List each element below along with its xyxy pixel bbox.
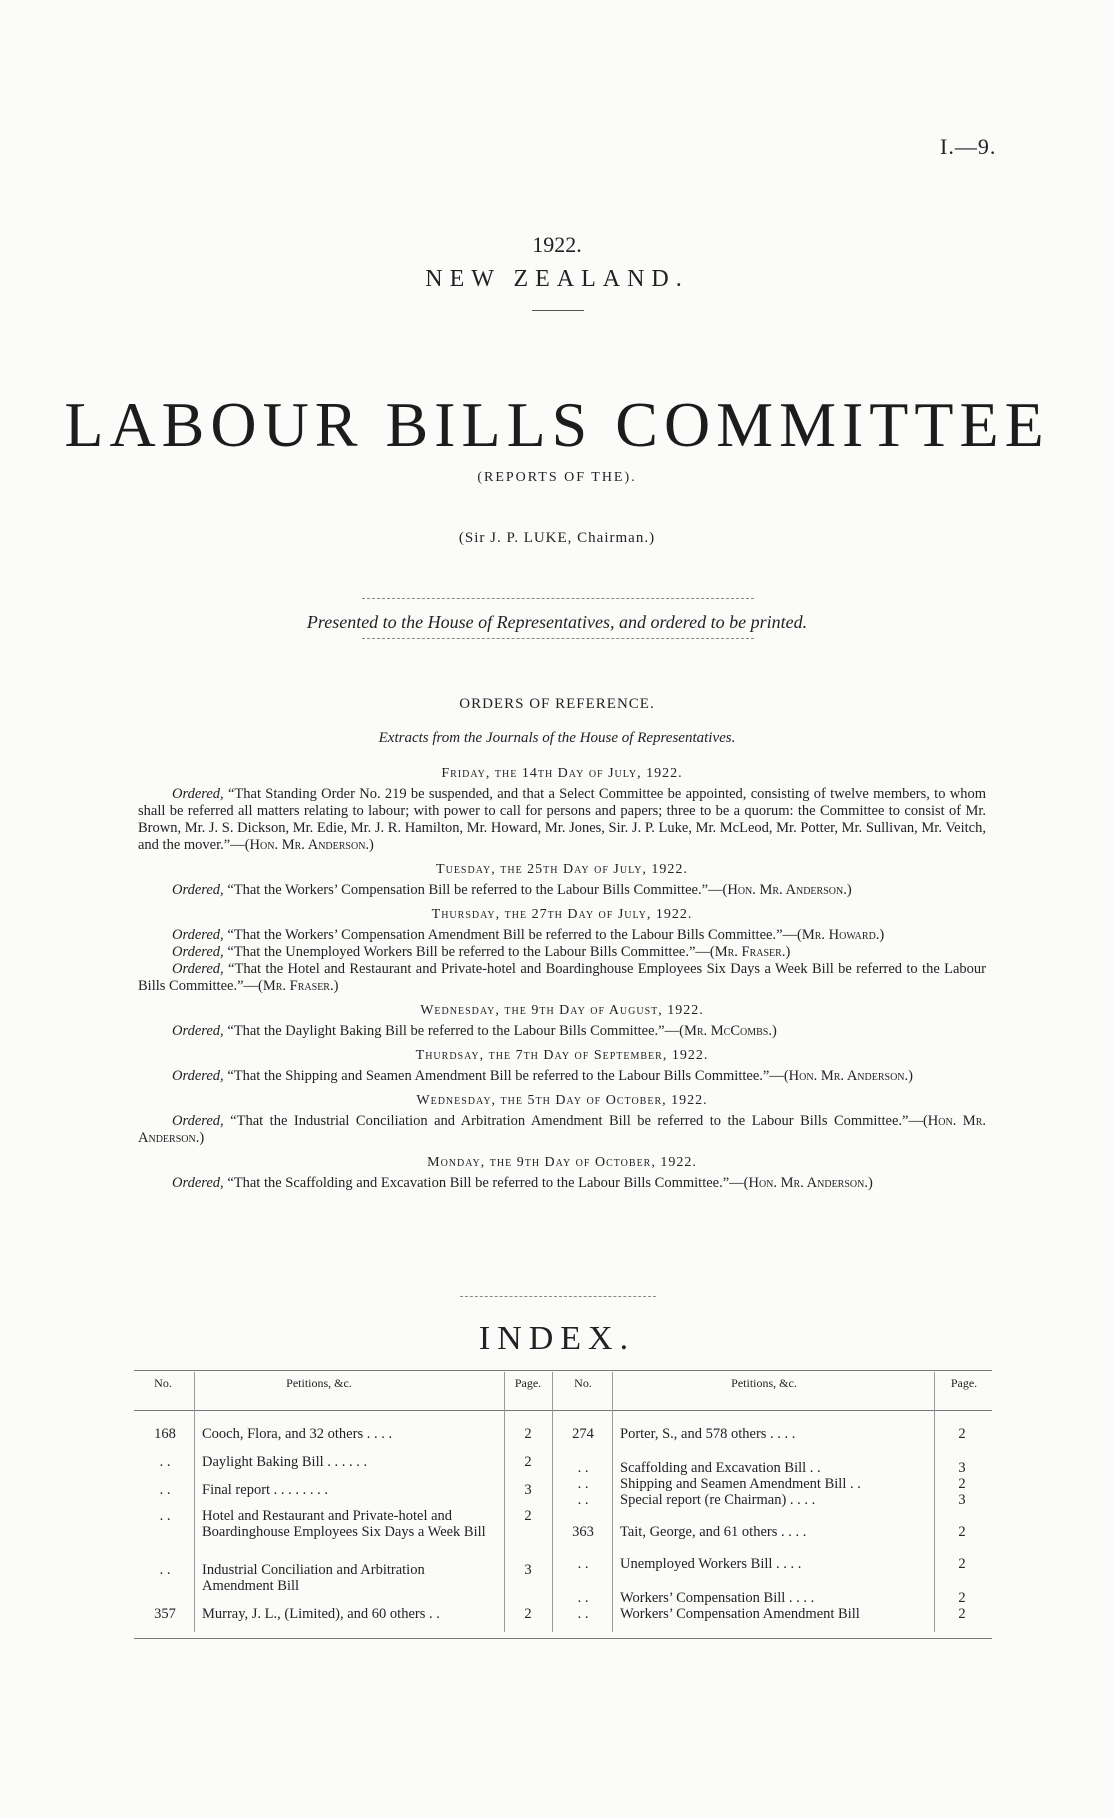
order-paragraph xyxy=(138,1113,986,1147)
order-date: Monday, the 9th Day of October, 1922. xyxy=(427,1155,697,1170)
column-rule xyxy=(552,1372,553,1632)
mover: (Hon. Mr. Anderson.) xyxy=(743,1175,873,1191)
mover: (Mr. Fraser.) xyxy=(709,944,791,960)
ordered-label: Ordered, xyxy=(172,1113,224,1129)
mover: (Hon. Mr. Anderson.) xyxy=(722,882,852,898)
ordered-label: Ordered, xyxy=(172,1068,224,1084)
entry-page: 2 xyxy=(524,1426,532,1442)
divider xyxy=(532,310,584,311)
entry-title: Final report . . . . . . . . xyxy=(202,1482,329,1498)
table-rule xyxy=(134,1370,992,1371)
document-subtitle: (REPORTS OF THE). xyxy=(477,470,637,485)
order-paragraph xyxy=(138,1023,986,1040)
ordered-label: Ordered, xyxy=(172,1175,224,1191)
order-date: Wednesday, the 5th Day of October, 1922. xyxy=(416,1093,708,1108)
entry-number: . . xyxy=(577,1556,589,1572)
entry-number: . . xyxy=(577,1460,589,1476)
entry-number: . . xyxy=(577,1492,589,1508)
entry-number: . . xyxy=(159,1482,171,1498)
entry-title: Porter, S., and 578 others . . . . xyxy=(620,1426,796,1442)
order-date: Thursday, the 27th Day of July, 1922. xyxy=(431,907,693,922)
entry-page: 2 xyxy=(958,1426,966,1442)
entry-title: Scaffolding and Excavation Bill . . xyxy=(620,1460,821,1476)
ordered-label: Ordered, xyxy=(172,786,224,802)
entry-page: 3 xyxy=(524,1562,532,1578)
presented-line: Presented to the House of Representatives, and ordered to be printed. xyxy=(306,612,808,632)
entry-page: 2 xyxy=(958,1556,966,1572)
order-date: Wednesday, the 9th Day of August, 1922. xyxy=(420,1003,704,1018)
entry-number: 274 xyxy=(572,1426,594,1442)
header-no: No. xyxy=(574,1376,592,1390)
mover: (Hon. Mr. Anderson.) xyxy=(244,837,374,853)
entry-title: Special report (re Chairman) . . . . xyxy=(620,1492,816,1508)
order-text: “That Standing Order No. 219 be suspended, and that a Select Committee be appointed, consisting of twelve members, to whom shall be referred all matters relating to labour; with power to call for persons and papers; three to be a quorum: the Committee to consist of Mr. Brown, Mr. J. S. Dickson, Mr. Edie, Mr. J. R. Hamilton, Mr. Howard, Mr. Jones, Sir. J. P. Luke, Mr. McLeod, Mr. Potter, Mr. Sullivan, Mr. Veitch, and the mover.”— xyxy=(138,786,986,853)
order-text: “That the Workers’ Compensation Amendment Bill be referred to the Labour Bills Committee.”— xyxy=(223,927,798,943)
order-text: “That the Hotel and Restaurant and Private-hotel and Boardinghouse Employees Six Days a Week Bill be referred to the Labour Bills Committee.”— xyxy=(138,961,986,994)
table-rule xyxy=(134,1410,992,1411)
index-title: INDEX. xyxy=(478,1320,636,1357)
order-date: Thurdsay, the 7th Day of September, 1922. xyxy=(415,1048,709,1063)
entry-number: . . xyxy=(159,1508,171,1524)
column-rule xyxy=(194,1372,195,1632)
order-paragraph xyxy=(138,961,986,995)
orders-subheading: Extracts from the Journals of the House of Representatives. xyxy=(378,730,736,746)
header-petitions: Petitions, &c. xyxy=(731,1376,797,1390)
order-paragraph xyxy=(138,786,986,854)
entry-number: . . xyxy=(577,1606,589,1622)
order-date: Tuesday, the 25th Day of July, 1922. xyxy=(436,862,688,877)
chairman-line: (Sir J. P. LUKE, Chairman.) xyxy=(458,530,656,546)
mover: (Hon. Mr. Anderson.) xyxy=(138,1113,986,1146)
orders-of-reference xyxy=(138,758,986,1192)
entry-page: 3 xyxy=(524,1482,532,1498)
entry-number: 168 xyxy=(154,1426,176,1442)
header-petitions: Petitions, &c. xyxy=(286,1376,352,1390)
order-text: “That the Industrial Conciliation and Arbitration Amendment Bill be referred to the Labour Bills Committee.”— xyxy=(223,1113,923,1129)
header-page: Page. xyxy=(514,1376,542,1390)
entry-title: Cooch, Flora, and 32 others . . . . xyxy=(202,1426,393,1442)
order-paragraph xyxy=(138,927,986,944)
order-paragraph xyxy=(138,882,986,899)
entry-page: 2 xyxy=(524,1454,532,1470)
order-text: “That the Shipping and Seamen Amendment Bill be referred to the Labour Bills Committee.”— xyxy=(223,1068,784,1084)
divider xyxy=(362,638,754,639)
ordered-label: Ordered, xyxy=(172,1023,224,1039)
entry-page: 2 xyxy=(958,1590,966,1606)
document-title: LABOUR BILLS COMMITTEE xyxy=(64,389,1050,460)
entry-page: 2 xyxy=(524,1606,532,1622)
entry-title: Workers’ Compensation Amendment Bill xyxy=(620,1606,860,1622)
entry-title: Workers’ Compensation Bill . . . . xyxy=(620,1590,815,1606)
entry-title: Shipping and Seamen Amendment Bill . . xyxy=(620,1476,861,1492)
entry-title: Daylight Baking Bill . . . . . . xyxy=(202,1454,368,1470)
ordered-label: Ordered, xyxy=(172,961,224,977)
entry-page: 2 xyxy=(958,1476,966,1492)
ordered-label: Ordered, xyxy=(172,882,224,898)
entry-title: Murray, J. L., (Limited), and 60 others . . xyxy=(202,1606,440,1622)
divider xyxy=(460,1296,656,1297)
entry-title: Hotel and Restaurant and Private-hotel and Boardinghouse Employees Six Days a Week Bill xyxy=(202,1508,486,1540)
mover: (Mr. Fraser.) xyxy=(258,978,339,994)
table-rule xyxy=(134,1638,992,1639)
year: 1922. xyxy=(532,232,582,257)
order-text: “That the Workers’ Compensation Bill be referred to the Labour Bills Committee.”— xyxy=(223,882,723,898)
entry-page: 3 xyxy=(958,1492,966,1508)
entry-page: 2 xyxy=(958,1606,966,1622)
column-rule xyxy=(504,1372,505,1632)
order-paragraph xyxy=(138,1068,986,1085)
entry-number: . . xyxy=(159,1562,171,1578)
entry-number: . . xyxy=(159,1454,171,1470)
entry-number: 363 xyxy=(572,1524,594,1540)
page-reference: I.—9. xyxy=(940,134,997,159)
order-paragraph xyxy=(138,944,986,961)
order-text: “That the Unemployed Workers Bill be referred to the Labour Bills Committee.”— xyxy=(223,944,710,960)
order-date: Friday, the 14th Day of July, 1922. xyxy=(441,766,683,781)
entry-title: Unemployed Workers Bill . . . . xyxy=(620,1556,802,1572)
header-no: No. xyxy=(154,1376,172,1390)
entry-number: . . xyxy=(577,1590,589,1606)
order-text: “That the Scaffolding and Excavation Bill be referred to the Labour Bills Committee.”— xyxy=(223,1175,744,1191)
entry-title: Tait, George, and 61 others . . . . xyxy=(620,1524,807,1540)
column-rule xyxy=(612,1372,613,1632)
order-text: “That the Daylight Baking Bill be referred to the Labour Bills Committee.”— xyxy=(223,1023,680,1039)
mover: (Mr. McCombs.) xyxy=(679,1023,777,1039)
entry-page: 2 xyxy=(958,1524,966,1540)
column-rule xyxy=(934,1372,935,1632)
divider xyxy=(362,598,754,599)
ordered-label: Ordered, xyxy=(172,927,224,943)
entry-title: Industrial Conciliation and Arbitration Amendment Bill xyxy=(202,1562,425,1594)
mover: (Hon. Mr. Anderson.) xyxy=(783,1068,913,1084)
entry-number: . . xyxy=(577,1476,589,1492)
order-paragraph xyxy=(138,1175,986,1192)
country: NEW ZEALAND. xyxy=(425,266,689,292)
entry-page: 3 xyxy=(958,1460,966,1476)
entry-number: 357 xyxy=(154,1606,176,1622)
orders-heading: ORDERS OF REFERENCE. xyxy=(459,696,655,712)
entry-page: 2 xyxy=(524,1508,532,1524)
header-page: Page. xyxy=(950,1376,978,1390)
ordered-label: Ordered, xyxy=(172,944,224,960)
mover: (Mr. Howard.) xyxy=(797,927,885,943)
